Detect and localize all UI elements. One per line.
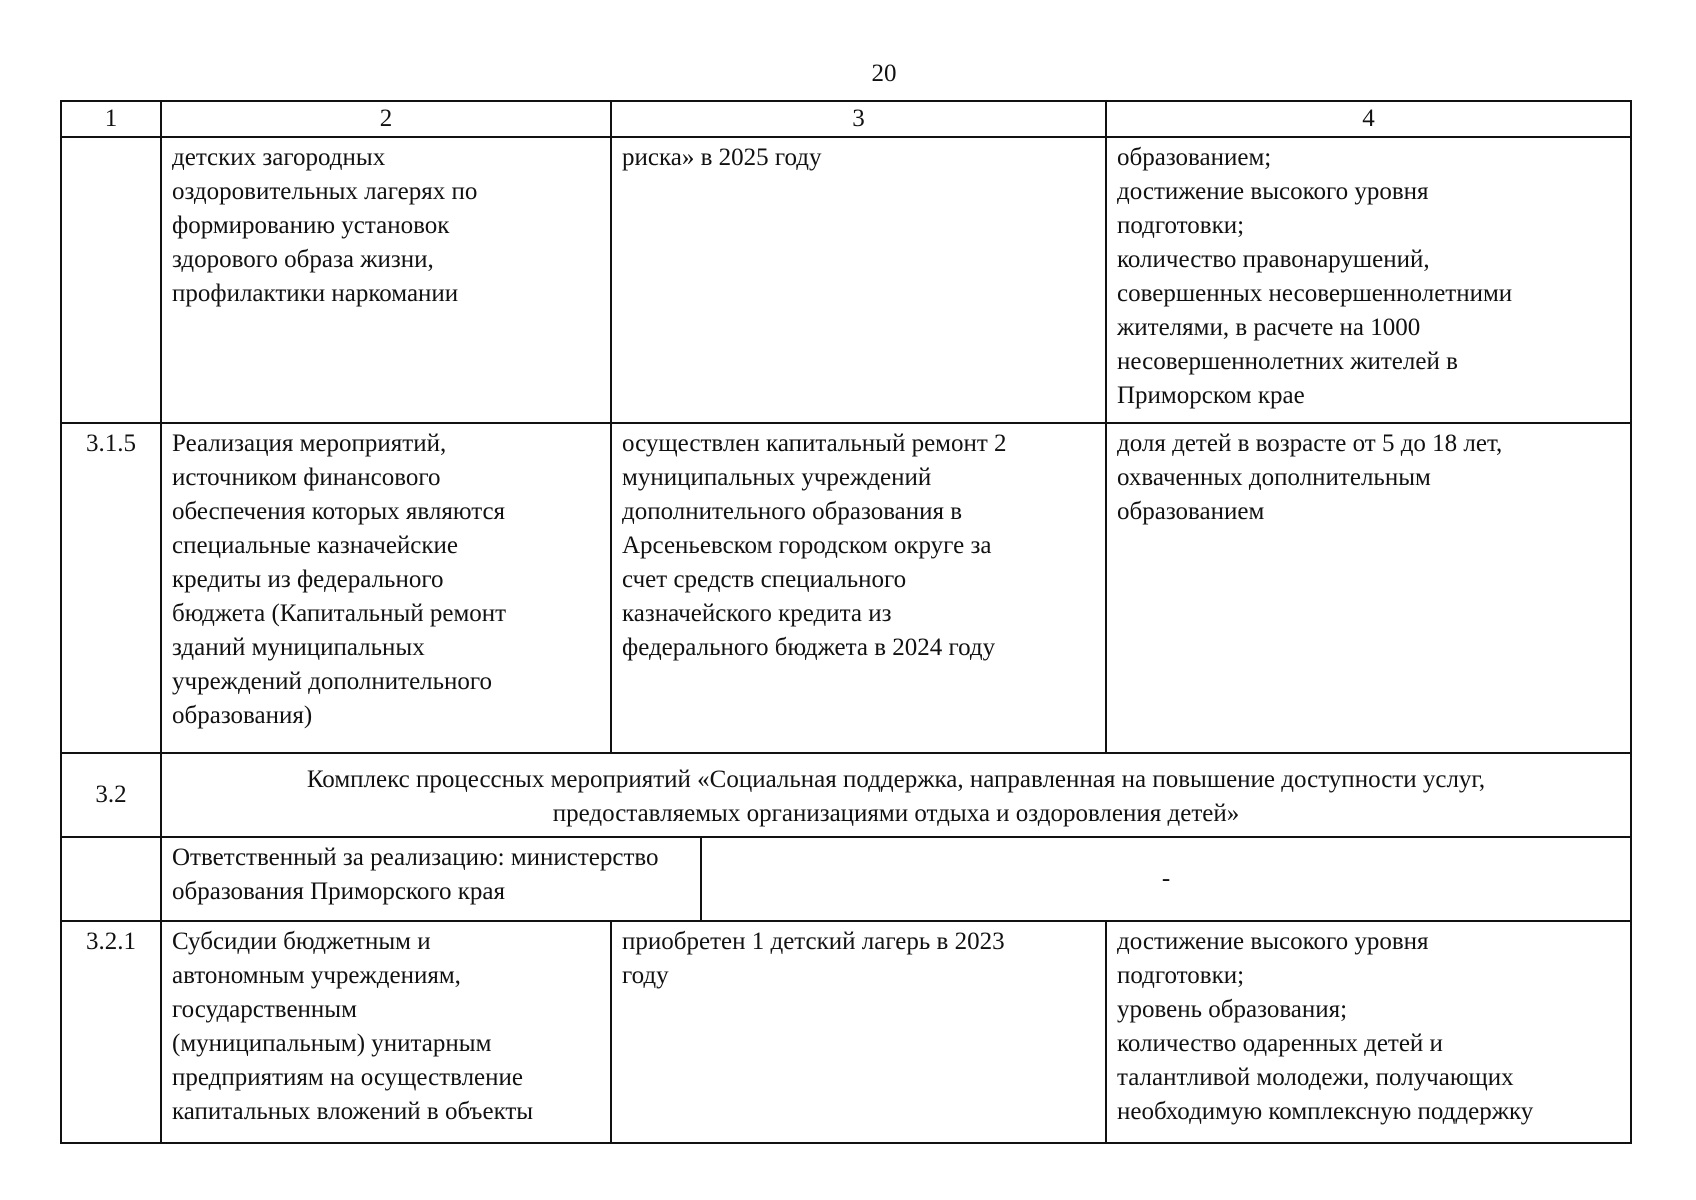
indicator-cell: образованием; достижение высокого уровня подготовки; количество правонарушений, совершенных несовершеннолетними жителями, в расчете на 1000 несовершеннолетних жителей в Приморском крае: [1106, 137, 1631, 423]
measure-name-cell: Субсидии бюджетным и автономным учреждениям, государственным (муниципальным) унитарным предприятиям на осуществление капитальных вложений в объекты: [161, 921, 611, 1143]
row-number-cell: [61, 137, 161, 423]
column-header-2: 2: [161, 101, 611, 137]
column-header-1: 1: [61, 101, 161, 137]
responsible-label-cell: Ответственный за реализацию: министерство образования Приморского края: [161, 837, 701, 921]
responsible-value-cell: -: [701, 837, 1631, 921]
table-header-row: [61, 101, 1631, 137]
page-number: 20: [871, 60, 897, 87]
row-number-cell: 3.1.5: [61, 423, 161, 753]
table-row-3-2-complex: [61, 753, 1631, 837]
row-number-cell: [61, 837, 161, 921]
measure-name-cell: Реализация мероприятий, источником финансового обеспечения которых являются специальные казначейские кредиты из федерального бюджета (Капитальный ремонт зданий муниципальных учреждений дополнительного образования): [161, 423, 611, 753]
row-number-cell: 3.2: [61, 753, 161, 837]
result-cell: приобретен 1 детский лагерь в 2023 году: [611, 921, 1106, 1143]
indicator-cell: достижение высокого уровня подготовки; уровень образования; количество одаренных детей и талантливой молодежи, получающих необходимую комплексную поддержку: [1106, 921, 1631, 1143]
complex-title-cell: Комплекс процессных мероприятий «Социальная поддержка, направленная на повышение доступности услуг, предоставляемых организациями отдыха и оздоровления детей»: [161, 753, 1631, 837]
measures-table: [60, 100, 1632, 1144]
table-row-3-2-1: [61, 921, 1631, 1143]
result-cell: риска» в 2025 году: [611, 137, 1106, 423]
table-row-responsible: [61, 837, 1631, 921]
column-header-3: 3: [611, 101, 1106, 137]
indicator-cell: доля детей в возрасте от 5 до 18 лет, охваченных дополнительным образованием: [1106, 423, 1631, 753]
table-row-continuation: [61, 137, 1631, 423]
result-cell: осуществлен капитальный ремонт 2 муниципальных учреждений дополнительного образования в Арсеньевском городском округе за счет средств специального казначейского кредита из федерального бюджета в 2024 году: [611, 423, 1106, 753]
row-number-cell: 3.2.1: [61, 921, 161, 1143]
column-header-4: 4: [1106, 101, 1631, 137]
measure-name-cell: детских загородных оздоровительных лагерях по формированию установок здорового образа жизни, профилактики наркомании: [161, 137, 611, 423]
table-row-3-1-5: [61, 423, 1631, 753]
